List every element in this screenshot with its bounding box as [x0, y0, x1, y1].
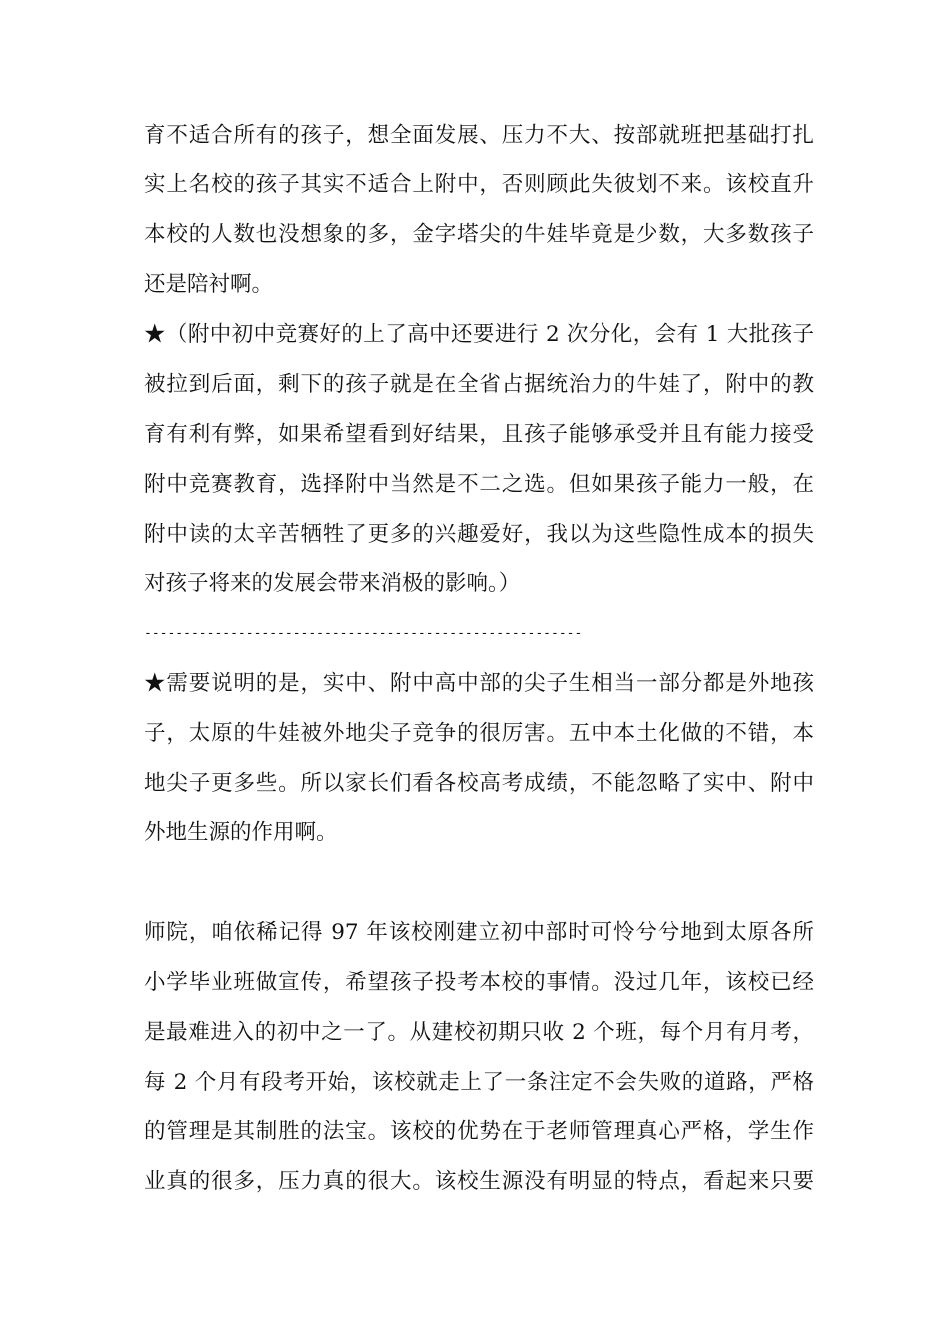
paragraph-line: 业真的很多，压力真的很大。该校生源没有明显的特点，看起来只要 [144, 1169, 814, 1194]
paragraph-line: ★需要说明的是，实中、附中高中部的尖子生相当一部分都是外地孩 [144, 671, 814, 696]
paragraph-line: 附中读的太辛苦牺牲了更多的兴趣爱好，我以为这些隐性成本的损失 [144, 522, 814, 547]
paragraph-line: 子，太原的牛娃被外地尖子竞争的很厉害。五中本土化做的不错，本 [144, 721, 814, 746]
paragraph-line: 还是陪衬啊。 [144, 272, 274, 297]
paragraph-line: 师院，咱依稀记得 97 年该校刚建立初中部时可怜兮兮地到太原各所 [144, 920, 814, 945]
paragraph-line: 是最难进入的初中之一了。从建校初期只收 2 个班，每个月有月考， [144, 1020, 814, 1045]
paragraph-line: ★（附中初中竞赛好的上了高中还要进行 2 次分化，会有 1 大批孩子 [144, 322, 814, 347]
paragraph-line: 育有利有弊，如果希望看到好结果，且孩子能够承受并且有能力接受 [144, 422, 814, 447]
paragraph-line: 本校的人数也没想象的多，金字塔尖的牛娃毕竟是少数，大多数孩子 [144, 222, 814, 247]
paragraph-line: 实上名校的孩子其实不适合上附中，否则顾此失彼划不来。该校直升 [144, 172, 814, 197]
paragraph-line: 被拉到后面，剩下的孩子就是在全省占据统治力的牛娃了，附中的教 [144, 372, 814, 397]
paragraph-line: 外地生源的作用啊。 [144, 820, 338, 845]
paragraph-line: 地尖子更多些。所以家长们看各校高考成绩，不能忽略了实中、附中 [144, 771, 814, 796]
paragraph-line: 附中竞赛教育，选择附中当然是不二之选。但如果孩子能力一般，在 [144, 472, 814, 497]
paragraph-line: 对孩子将来的发展会带来消极的影响。） [144, 571, 521, 596]
paragraph-line: 每 2 个月有段考开始，该校就走上了一条注定不会失败的道路，严格 [144, 1070, 814, 1095]
paragraph-line: 育不适合所有的孩子，想全面发展、压力不大、按部就班把基础打扎 [144, 123, 814, 148]
divider-line: -------------------------------------------------------- [144, 626, 583, 641]
paragraph-line: 小学毕业班做宣传，希望孩子投考本校的事情。没过几年，该校已经 [144, 970, 814, 995]
paragraph-line: 的管理是其制胜的法宝。该校的优势在于老师管理真心严格，学生作 [144, 1119, 814, 1144]
